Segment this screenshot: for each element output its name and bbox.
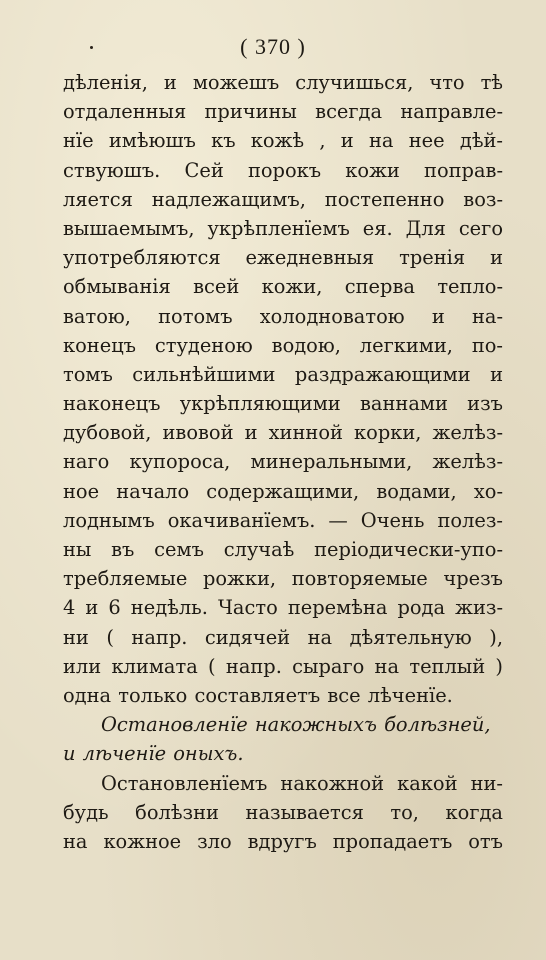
text-line: ное начало содержащими, водами, хо- [63,479,503,503]
text-line: 4 и 6 недѣль. Часто перемѣна рода жиз- [63,596,503,620]
text-line: томъ сильнѣйшими раздражающими и [63,362,503,386]
body-text [63,68,503,856]
text-line: Остановленïемъ накожной какой ни- [101,771,503,795]
text-line: лоднымъ окачиванïемъ. — Очень полез- [63,508,503,532]
text-line: нïе имѣюшъ къ кожѣ , и на нее дѣй- [63,129,503,153]
text-line: наго купороса, минеральными, желѣз- [63,450,503,474]
text-line: на кожное зло вдругъ пропадаетъ отъ [63,829,503,853]
text-line: ляется надлежащимъ, постепенно воз- [63,187,503,211]
text-line: дубовой, ивовой и хинной корки, желѣз- [63,421,503,445]
text-line: одна только составляетъ все лѣченïе. [63,683,453,707]
text-line: вышаемымъ, укрѣпленïемъ ея. Для сего [63,216,503,240]
section-heading-line: и лѣченïе оныхъ. [63,742,244,766]
ink-speck [90,46,93,49]
text-line: конецъ студеною водою, легкими, по- [63,333,503,357]
text-line: или климата ( напр. сыраго на теплый ) [63,654,503,678]
text-line: обмыванія всей кожи, сперва тепло- [63,275,503,299]
page-header [0,34,546,60]
text-line: требляемые рожки, повторяемые чрезъ [63,567,503,591]
text-line: ни ( напр. сидячей на дѣятельную ), [63,625,503,649]
section-heading-line: Остановленïе накожныхъ болѣзней, [101,713,491,737]
text-line: будь болѣзни называется то, когда [63,800,503,824]
text-line: отдаленныя причины всегда направле- [63,100,503,124]
text-line: ватою, потомъ холодноватою и на- [63,304,503,328]
text-line: дѣленія, и можешъ случишься, что тѣ [63,71,503,94]
text-line: употребляются ежедневныя тренія и [63,246,503,270]
text-line: наконецъ укрѣпляющими ваннами изъ [63,392,503,416]
text-line: ны въ семъ случаѣ періодически-упо- [63,538,503,561]
text-line: ствуюшъ. Сей порокъ кожи поправ- [63,158,503,182]
page-number: ( 370 ) [240,34,306,59]
